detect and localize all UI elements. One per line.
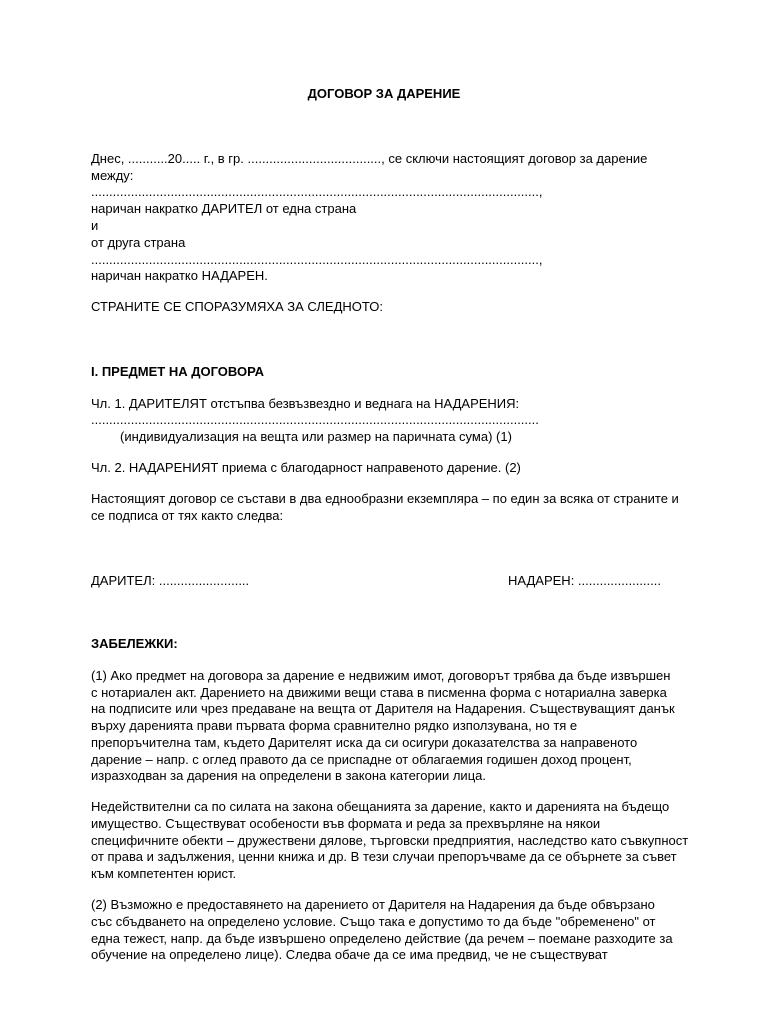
donor-dots: ............................................................................................................................, [91,184,543,199]
donor-named: наричан накратко ДАРИТЕЛ от една страна [91,201,357,216]
note-1-line: на подписите или чрез предаване на вещта от Дарителя на Надарения. Съществуващият данък [91,701,675,716]
agreed-statement: СТРАНИТЕ СЕ СПОРАЗУМЯХА ЗА СЛЕДНОТО: [91,299,383,314]
donee-dots: ............................................................................................................................, [91,252,543,267]
note-2-line: от права и задължения, ценни книжа и др. В тези случаи препоръчваме да се обърнете за съвет [91,849,677,864]
note-2-line: специфичните обекти – дружествени дялове, търговски предприятия, наследство като съвкупност [91,833,689,848]
and-text: и [91,218,99,233]
article-1-note: (индивидуализация на вещта или размер на паричната сума) (1) [120,429,512,444]
note-3-line: обучение на определено лице). Следва обаче да се има предвид, че не съществуват [91,947,608,962]
donee-signature: НАДАРЕН: ....................... [508,573,661,588]
note-1-line: дарение – напр. с оглед правото да се приспадне от облагаемия годишен доход процент, [91,752,632,767]
notes-heading: ЗАБЕЛЕЖКИ: [91,636,178,651]
note-1-line: с нотариален акт. Дарението на движими вещи става в писменна форма с нотариална заверка [91,685,667,700]
article-1: Чл. 1. ДАРИТЕЛЯТ отстъпва безвъзвездно и веднага на НАДАРЕНИЯ: [91,396,520,411]
donor-signature: ДАРИТЕЛ: ......................... [91,573,250,588]
copies-line-2: се подписа от тях както следва: [91,508,284,523]
article-2: Чл. 2. НАДАРЕНИЯТ приема с благодарност направеното дарение. (2) [91,460,521,475]
note-2-line: към компетентен юрист. [91,866,237,881]
copies-line-1: Настоящият договор се състави в два еднообразни екземпляра – по един за всяка от страните и [91,491,679,506]
note-2-line: имущество. Съществуват особености във формата и реда за прехвърляне на някои [91,816,601,831]
note-3-line: със сбъдването на определено условие. Също така е допустимо то да бъде "обременено" от [91,914,656,929]
article-1-dots: ............................................................................................................................ [91,412,539,427]
intro-line-1: Днес, ...........20..... г., в гр. ....................................., се сключи настоящият договор за дарение [91,151,648,166]
note-2-line: Недействителни са по силата на закона обещанията за дарение, както и даренията на бъдещо [91,799,670,814]
other-side-text: от друга страна [91,235,186,250]
note-3-line: (2) Възможно е предоставянето на дарението от Дарителя на Надарения да бъде обвързано [91,897,655,912]
note-1-line: (1) Ако предмет на договора за дарение е недвижим имот, договорът трябва да бъде извършен [91,668,671,683]
note-1-line: препоръчителна там, където Дарителят иска да си осигури доказателства за направеното [91,735,638,750]
note-3-line: една тежест, напр. да бъде извършено определено действие (да речем – поемане разходите за [91,931,673,946]
note-1-line: изразходван за дарения на определени в закона категории лица. [91,768,486,783]
document-title: ДОГОВОР ЗА ДАРЕНИЕ [307,86,461,101]
note-1-line: върху даренията прави първата форма сравнително рядко използувана, но тя е [91,718,578,733]
intro-line-2: между: [91,168,134,183]
section-1-heading: I. ПРЕДМЕТ НА ДОГОВОРА [91,364,264,379]
donee-named: наричан накратко НАДАРЕН. [91,268,268,283]
